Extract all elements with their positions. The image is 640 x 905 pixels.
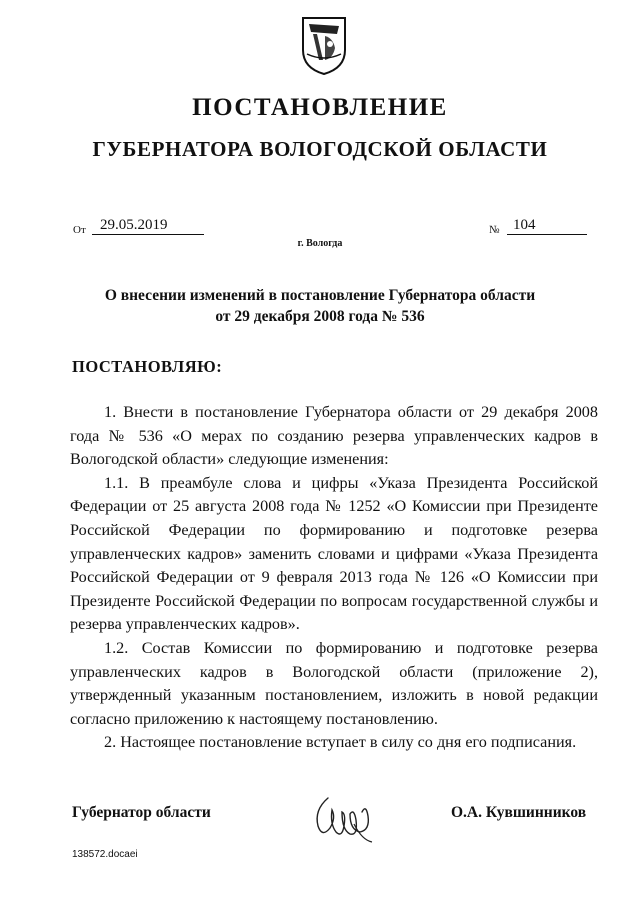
coat-of-arms-icon xyxy=(299,14,349,76)
signatory-position: Губернатор области xyxy=(72,804,211,821)
paragraph-1-1: 1.1. В преамбуле слова и цифры «Указа Президента Российской Федерации от 25 августа 2008 года № 1252 «О Комиссии при Президенте Российской Федерации по формированию и подготовке резерва управленческих кадров» заменить словами и цифрами «Указа Президента Российской Федерации от 9 февраля 2013 года № 126 «О Комиссии при Президенте Российской Федерации по вопросам государственной службы и резерва управленческих кадров». xyxy=(70,473,598,634)
document-subject xyxy=(0,285,640,327)
subject-line-1: О внесении изменений в постановление Губернатора области xyxy=(104,287,536,304)
resolve-heading: ПОСТАНОВЛЯЮ: xyxy=(72,357,223,376)
document-file-id: 138572.docaei xyxy=(72,849,138,860)
document-body xyxy=(70,401,598,755)
document-date: 29.05.2019 xyxy=(92,217,204,235)
paragraph-1: 1. Внести в постановление Губернатора области от 29 декабря 2008 года № 536 «О мерах по созданию резерва управленческих кадров в Вологодской области» следующие изменения: xyxy=(70,403,598,469)
number-label: № xyxy=(489,224,500,236)
paragraph-1-2: 1.2. Состав Комиссии по формированию и подготовке резерва управленческих кадров в Вологодской области (приложение 2), утвержденный указанным постановлением, изложить в новой редакции согласно приложению к настоящему постановлению. xyxy=(70,638,598,728)
city-label: г. Вологда xyxy=(297,238,343,249)
date-label: От xyxy=(73,224,86,236)
document-subtitle: ГУБЕРНАТОРА ВОЛОГОДСКОЙ ОБЛАСТИ xyxy=(92,137,548,161)
document-number: 104 xyxy=(507,217,587,235)
subject-line-2: от 29 декабря 2008 года № 536 xyxy=(215,308,425,325)
document-title: ПОСТАНОВЛЕНИЕ xyxy=(192,94,448,121)
handwritten-signature xyxy=(310,790,380,846)
signatory-name: О.А. Кувшинников xyxy=(451,804,587,821)
paragraph-2: 2. Настоящее постановление вступает в силу со дня его подписания. xyxy=(104,733,577,752)
